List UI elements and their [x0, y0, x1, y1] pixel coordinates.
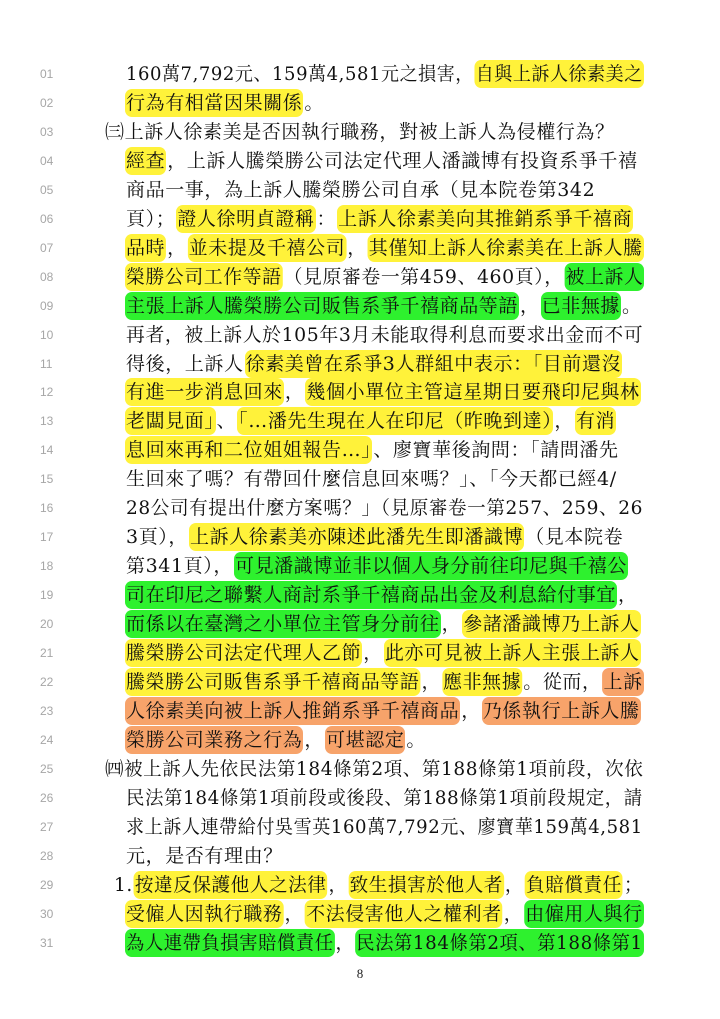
- line-number: 02: [40, 95, 54, 110]
- line-number: 01: [40, 67, 54, 81]
- text-segment: ，: [335, 931, 355, 954]
- highlighted-text: 有消: [575, 407, 616, 435]
- text-segment: ：: [316, 207, 337, 230]
- highlighted-text: 人徐素美向被上訴人推銷系爭千禧商品: [125, 697, 460, 725]
- text-segment: 。從而，: [523, 670, 602, 693]
- text-segment: 頁）；: [126, 207, 176, 230]
- text-segment: ，: [441, 613, 462, 636]
- highlighted-text: 上訴人徐素美向其推銷系爭千禧商: [337, 205, 633, 233]
- line-number: 25: [40, 761, 54, 776]
- highlighted-text: 其僅知上訴人徐素美在上訴人騰: [368, 234, 644, 262]
- text-segment: ，: [554, 410, 574, 433]
- highlighted-text: 受僱人因執行職務: [125, 900, 284, 928]
- line-number: 18: [40, 559, 54, 574]
- line-number: 24: [40, 732, 54, 747]
- line-number: 23: [40, 703, 54, 718]
- line-number: 05: [40, 182, 54, 197]
- line-number: 06: [40, 211, 54, 226]
- highlighted-text: 經查: [125, 147, 166, 175]
- text-segment: ，: [503, 902, 524, 925]
- highlighted-text: 上訴: [603, 668, 644, 696]
- highlighted-text: 被上訴人: [565, 263, 645, 291]
- line-number: 11: [40, 356, 53, 371]
- line-number: 27: [40, 819, 54, 834]
- line-number: 14: [40, 443, 54, 458]
- text-segment: 再者，被上訴人於105年3月未能取得利息而要求出金而不可: [125, 323, 644, 346]
- highlighted-text: 此亦可見被上訴人主張上訴人: [384, 639, 641, 667]
- highlighted-text: 應非無據: [442, 668, 522, 696]
- line-number: 15: [40, 472, 54, 487]
- text-segment: ㈢上訴人徐素美是否因執行職務，對被上訴人為侵權行為？: [105, 120, 615, 143]
- text-segment: 求上訴人連帶給付吳雪英160萬7,792元、廖寶華159萬4,581: [125, 815, 643, 838]
- text-segment: 。: [622, 294, 642, 317]
- highlighted-text: 不法侵害他人之權利者: [305, 900, 503, 928]
- line-number: 12: [40, 385, 54, 400]
- text-segment: ，: [304, 728, 325, 751]
- text-segment: ，: [347, 236, 367, 259]
- highlighted-text: 致生損害於他人者: [349, 871, 504, 899]
- highlighted-text: 榮勝公司業務之行為: [125, 726, 303, 754]
- highlighted-text: 為人連帶負損害賠償責任: [125, 929, 335, 957]
- text-segment: ，: [284, 381, 305, 404]
- line-number: 17: [40, 530, 54, 545]
- line-number: 16: [40, 501, 54, 516]
- document-line: [0, 926, 720, 960]
- line-number: 21: [40, 646, 54, 660]
- highlighted-text: 騰榮勝公司販售系爭千禧商品等語: [125, 668, 420, 696]
- text-segment: ；: [623, 873, 644, 896]
- text-segment: 民法第184條第1項前段或後段、第188條第1項前段規定，請: [125, 786, 643, 809]
- highlighted-text: 司在印尼之聯繫人商討系爭千禧商品出金及利息給付事宜: [125, 581, 617, 609]
- text-segment: 元，是否有理由？: [126, 844, 283, 867]
- text-segment: 。: [406, 728, 427, 751]
- text-segment: ，: [504, 873, 525, 896]
- line-number: 30: [40, 906, 54, 921]
- highlighted-text: 榮勝公司工作等語: [125, 263, 283, 291]
- line-number: 08: [40, 269, 54, 284]
- line-text: [125, 926, 644, 960]
- highlighted-text: 息回來再和二位姐姐報告…」: [125, 436, 372, 464]
- highlighted-text: 已非無據: [541, 292, 621, 320]
- text-segment: 28公司有提出什麼方案嗎？」（見原審卷一第257、259、26: [125, 497, 644, 520]
- text-segment: ，: [284, 902, 305, 925]
- line-number: 28: [40, 848, 54, 863]
- line-number: 26: [40, 790, 54, 805]
- text-segment: 、: [216, 410, 237, 433]
- highlighted-text: 主張上訴人騰榮勝公司販售系爭千禧商品等語: [125, 292, 519, 320]
- highlighted-text: 行為有相當因果關係: [125, 89, 303, 117]
- highlighted-text: 騰榮勝公司法定代理人乙節: [125, 639, 362, 667]
- text-segment: ，: [520, 294, 540, 317]
- text-segment: 、廖寶華後詢問：「請問潘先: [373, 439, 619, 462]
- text-segment: （見原審卷一第459、460頁），: [283, 265, 564, 288]
- line-number: 04: [40, 153, 54, 168]
- text-segment: ，: [363, 642, 383, 664]
- line-number: 22: [40, 674, 54, 689]
- text-segment: 商品一事，為上訴人騰榮勝公司自承（見本院卷第342: [126, 178, 596, 201]
- highlighted-text: 而係以在臺灣之小單位主管身分前往: [125, 610, 441, 638]
- text-segment: 第341頁），: [126, 555, 233, 578]
- text-segment: （見本院卷: [525, 526, 624, 549]
- text-segment: 160萬7,792元、159萬4,581元之損害，: [125, 63, 474, 85]
- text-segment: ，: [618, 584, 638, 607]
- text-segment: 生回來了嗎？有帶回什麼信息回來嗎？」、「今天都已經4/: [126, 468, 617, 491]
- line-number: 09: [40, 298, 54, 313]
- text-segment: ，: [328, 873, 348, 896]
- highlighted-text: 幾個小單位主管這星期日要飛印尼與林: [305, 378, 640, 406]
- line-number: 29: [40, 877, 54, 892]
- highlighted-text: 民法第184條第2項、第188條第1: [355, 929, 643, 957]
- highlighted-text: 可堪認定: [325, 726, 405, 754]
- highlighted-text: 老闆見面」: [125, 407, 216, 435]
- highlighted-text: 有進一步消息回來: [125, 378, 284, 406]
- highlighted-text: 按違反保護他人之法律: [134, 871, 328, 899]
- highlighted-text: 並未提及千禧公司: [188, 234, 347, 262]
- highlighted-text: 品時: [125, 234, 166, 262]
- highlighted-text: 可見潘識博並非以個人身分前往印尼與千禧公: [234, 552, 628, 580]
- line-number: 10: [40, 327, 54, 342]
- highlighted-text: 由僱用人與行: [524, 900, 643, 928]
- text-segment: 3頁），: [126, 526, 188, 549]
- highlighted-text: 證人徐明貞證稱: [176, 205, 315, 233]
- line-number: 31: [40, 935, 54, 950]
- highlighted-text: 乃係執行上訴人騰: [482, 697, 641, 725]
- highlighted-text: 徐素美曾在系爭3人群組中表示：「目前還沒: [245, 350, 623, 378]
- line-number: 20: [40, 617, 54, 632]
- text-segment: ，: [461, 699, 481, 722]
- highlighted-text: 負賠償責任: [525, 871, 623, 899]
- text-segment: ，上訴人騰榮勝公司法定代理人潘識博有投資系爭千禧: [167, 149, 638, 172]
- text-segment: 1.: [113, 873, 133, 896]
- text-segment: ，: [421, 670, 442, 693]
- text-segment: 得後，上訴人: [126, 352, 244, 375]
- text-segment: ，: [167, 236, 187, 259]
- line-number: 03: [40, 124, 54, 139]
- highlighted-text: 自與上訴人徐素美之: [475, 60, 644, 88]
- page-number: 8: [356, 966, 364, 981]
- highlighted-text: 參諸潘識博乃上訴人: [462, 610, 640, 638]
- highlighted-text: 「…潘先生現在人在印尼（昨晚到達）: [237, 407, 553, 435]
- text-segment: ㈣被上訴人先依民法第184條第2項、第188條第1項前段，次依: [104, 757, 644, 780]
- line-number: 07: [40, 240, 54, 255]
- line-number: 19: [40, 588, 54, 603]
- line-number: 13: [40, 414, 54, 429]
- text-segment: 。: [304, 91, 325, 114]
- highlighted-text: 上訴人徐素美亦陳述此潘先生即潘識博: [189, 523, 524, 551]
